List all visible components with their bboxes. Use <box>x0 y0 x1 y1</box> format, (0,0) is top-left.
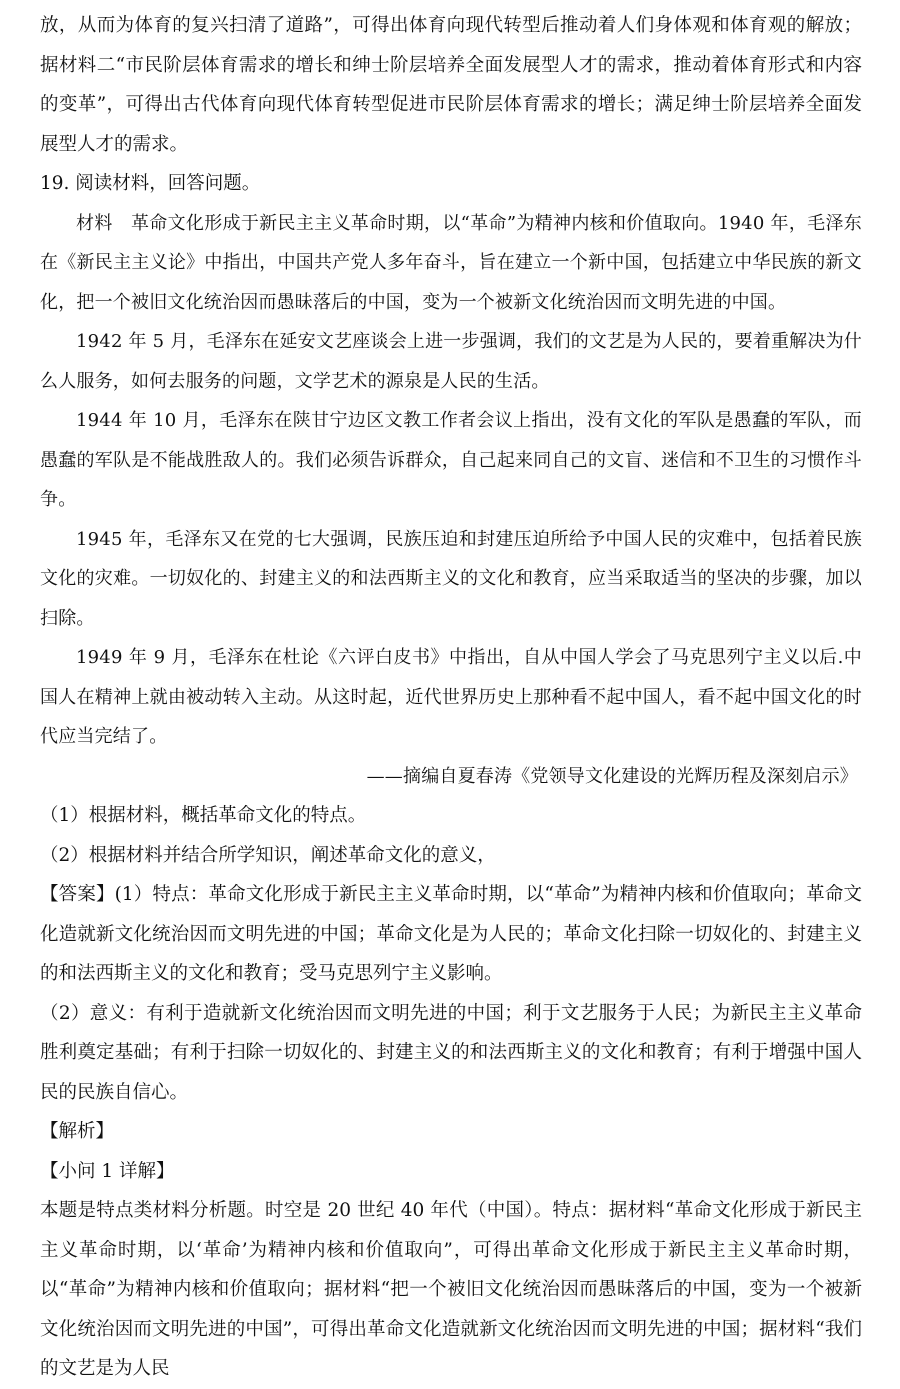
analysis-heading: 【解析】 <box>40 1121 115 1142</box>
answer-1: 【答案】(1）特点：革命文化形成于新民主主义革命时期，以“革命”为精神内核和价值取向；革命文化造就新文化统治因而文明先进的中国；革命文化是为人民的；革命文化扫除一切奴化的、封建主义的和法西斯主义的文化和教育；受马克思列宁主义影响。 <box>40 884 862 984</box>
sub-question-2: （2）根据材料并结合所学知识，阐述革命文化的意义， <box>40 844 496 866</box>
answer-2: （2）意义：有利于造就新文化统治因而文明先进的中国；利于文艺服务于人民；为新民主主义革命胜利奠定基础；有利于扫除一切奴化的、封建主义的和法西斯主义的文化和教育；有利于增强中国人民的民族自信心。 <box>40 1002 862 1103</box>
material-source: ——摘编自夏春涛《党领导文化建设的光辉历程及深刻启示》 <box>366 765 858 787</box>
material-paragraph-5: 1949 年 9 月，毛泽东在杜论《六评白皮书》中指出，自从中国人学会了马克思列宁主义以后.中国人在精神上就由被动转入主动。从这时起，近代世界历史上那种看不起中国人，看不起中国文化的时代应当完结了。 <box>40 647 862 747</box>
material-paragraph-2: 1942 年 5 月，毛泽东在延安文艺座谈会上进一步强调，我们的文艺是为人民的，要着重解决为什么人服务，如何去服务的问题，文学艺术的源泉是人民的生活。 <box>40 331 862 392</box>
analysis-text: 本题是特点类材料分析题。时空是 20 世纪 40 年代（中国）。特点：据材料“革命文化形成于新民主主义革命时期，以‘革命’为精神内核和价值取向”，可得出革命文化形成于新民主主义革命时期，以“革命”为精神内核和价值取向；据材料“把一个被旧文化统治因而愚昧落后的中国，变为一个被新文化统治因而文明先进的中国”，可得出革命文化造就新文化统治因而文明先进的中国；据材料“我们的文艺是为人民 <box>40 1200 862 1379</box>
analysis-subheading: 【小问 1 详解】 <box>40 1160 175 1182</box>
document-page <box>40 6 862 1389</box>
question-title: 19. 阅读材料，回答问题。 <box>40 173 261 194</box>
sub-question-1: （1）根据材料，概括革命文化的特点。 <box>40 805 367 826</box>
material-paragraph-1: 材料 革命文化形成于新民主主义革命时期，以“革命”为精神内核和价值取向。1940 年，毛泽东在《新民主主义论》中指出，中国共产党人多年奋斗，旨在建立一个新中国，包括建立中华民族的新文化，把一个被旧文化统治因而愚昧落后的中国，变为一个被新文化统治因而文明先进的中国。 <box>40 212 862 313</box>
previous-answer-tail: 放，从而为体育的复兴扫清了道路”，可得出体育向现代转型后推动着人们身体观和体育观的解放；据材料二“市民阶层体育需求的增长和绅士阶层培养全面发展型人才的需求，推动着体育形式和内容的变革”，可得出古代体育向现代体育转型促进市民阶层体育需求的增长；满足绅士阶层培养全面发展型人才的需求。 <box>40 15 862 155</box>
material-paragraph-3: 1944 年 10 月，毛泽东在陕甘宁边区文教工作者会议上指出，没有文化的军队是愚蠢的军队，而愚蠢的军队是不能战胜敌人的。我们必须告诉群众，自己起来同自己的文盲、迷信和不卫生的习惯作斗争。 <box>40 410 862 510</box>
material-paragraph-4: 1945 年，毛泽东又在党的七大强调，民族压迫和封建压迫所给予中国人民的灾难中，包括着民族文化的灾难。一切奴化的、封建主义的和法西斯主义的文化和教育，应当采取适当的坚决的步骤，加以扫除。 <box>40 528 862 629</box>
